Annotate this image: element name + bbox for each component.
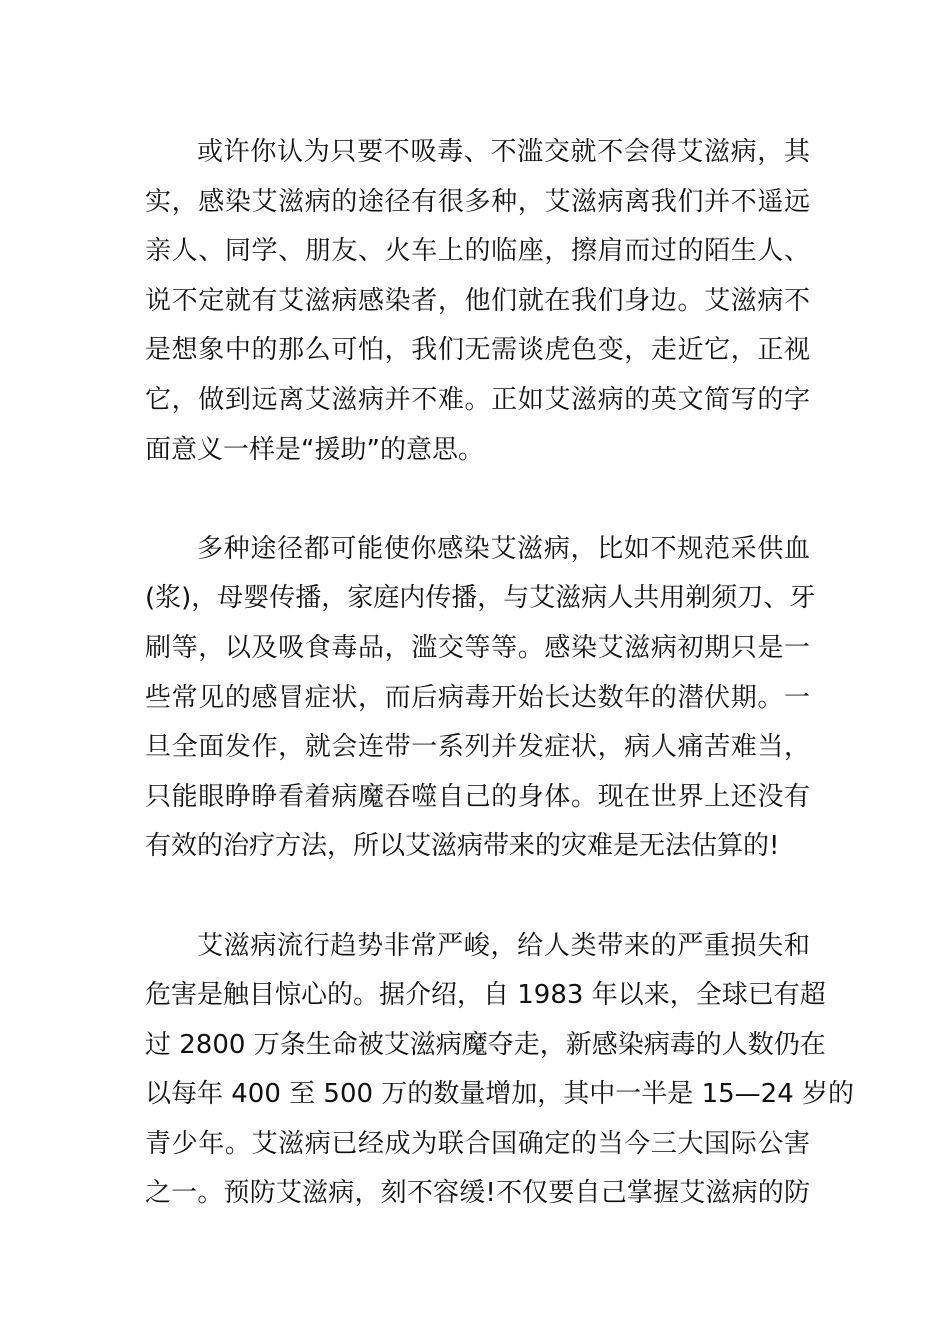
text-line: 以每年 400 至 500 万的数量增加，其中一半是 15—24 岁的 bbox=[145, 1079, 855, 1110]
text-line: 面意义一样是“援助”的意思。 bbox=[145, 434, 484, 465]
text-line: 艾滋病流行趋势非常严峻，给人类带来的严重损失和 bbox=[197, 930, 810, 961]
text-line: 实，感染艾滋病的途径有很多种，艾滋病离我们并不遥远 bbox=[145, 186, 810, 217]
text-line: 说不定就有艾滋病感染者，他们就在我们身边。艾滋病不 bbox=[145, 285, 810, 316]
text-line: 或许你认为只要不吸毒、不滥交就不会得艾滋病，其 bbox=[197, 137, 810, 167]
text-line: 过 2800 万条生命被艾滋病魔夺走，新感染病毒的人数仍在 bbox=[145, 1029, 826, 1060]
text-line: 有效的治疗方法，所以艾滋病带来的灾难是无法估算的! bbox=[145, 831, 780, 862]
paragraph-1 bbox=[145, 128, 810, 475]
text-line: 只能眼睁睁看着病魔吞噬自己的身体。现在世界上还没有 bbox=[145, 781, 810, 812]
text-line: 旦全面发作，就会连带一系列并发症状，病人痛苦难当， bbox=[145, 732, 810, 763]
text-line: 亲人、同学、朋友、火车上的临座，擦肩而过的陌生人、 bbox=[145, 236, 810, 267]
text-line: 多种途径都可能使你感染艾滋病，比如不规范采供血 bbox=[197, 533, 810, 564]
text-line: 它，做到远离艾滋病并不难。正如艾滋病的英文简写的字 bbox=[145, 384, 810, 415]
text-line: 刷等，以及吸食毒品，滥交等等。感染艾滋病初期只是一 bbox=[145, 632, 810, 663]
text-line: 些常见的感冒症状，而后病毒开始长达数年的潜伏期。一 bbox=[145, 682, 810, 713]
text-line: 是想象中的那么可怕，我们无需谈虎色变，走近它，正视 bbox=[145, 335, 810, 366]
document-page bbox=[145, 128, 855, 1219]
text-line: 之一。预防艾滋病，刻不容缓!不仅要自己掌握艾滋病的防 bbox=[145, 1178, 810, 1209]
paragraph-3 bbox=[145, 922, 855, 1220]
text-line: 青少年。艾滋病已经成为联合国确定的当今三大国际公害 bbox=[145, 1128, 810, 1159]
text-line: (浆)，母婴传播，家庭内传播，与艾滋病人共用剃须刀、牙 bbox=[145, 583, 816, 614]
paragraph-2 bbox=[145, 525, 816, 872]
text-line: 危害是触目惊心的。据介绍，自 1983 年以来，全球已有超 bbox=[145, 980, 826, 1011]
